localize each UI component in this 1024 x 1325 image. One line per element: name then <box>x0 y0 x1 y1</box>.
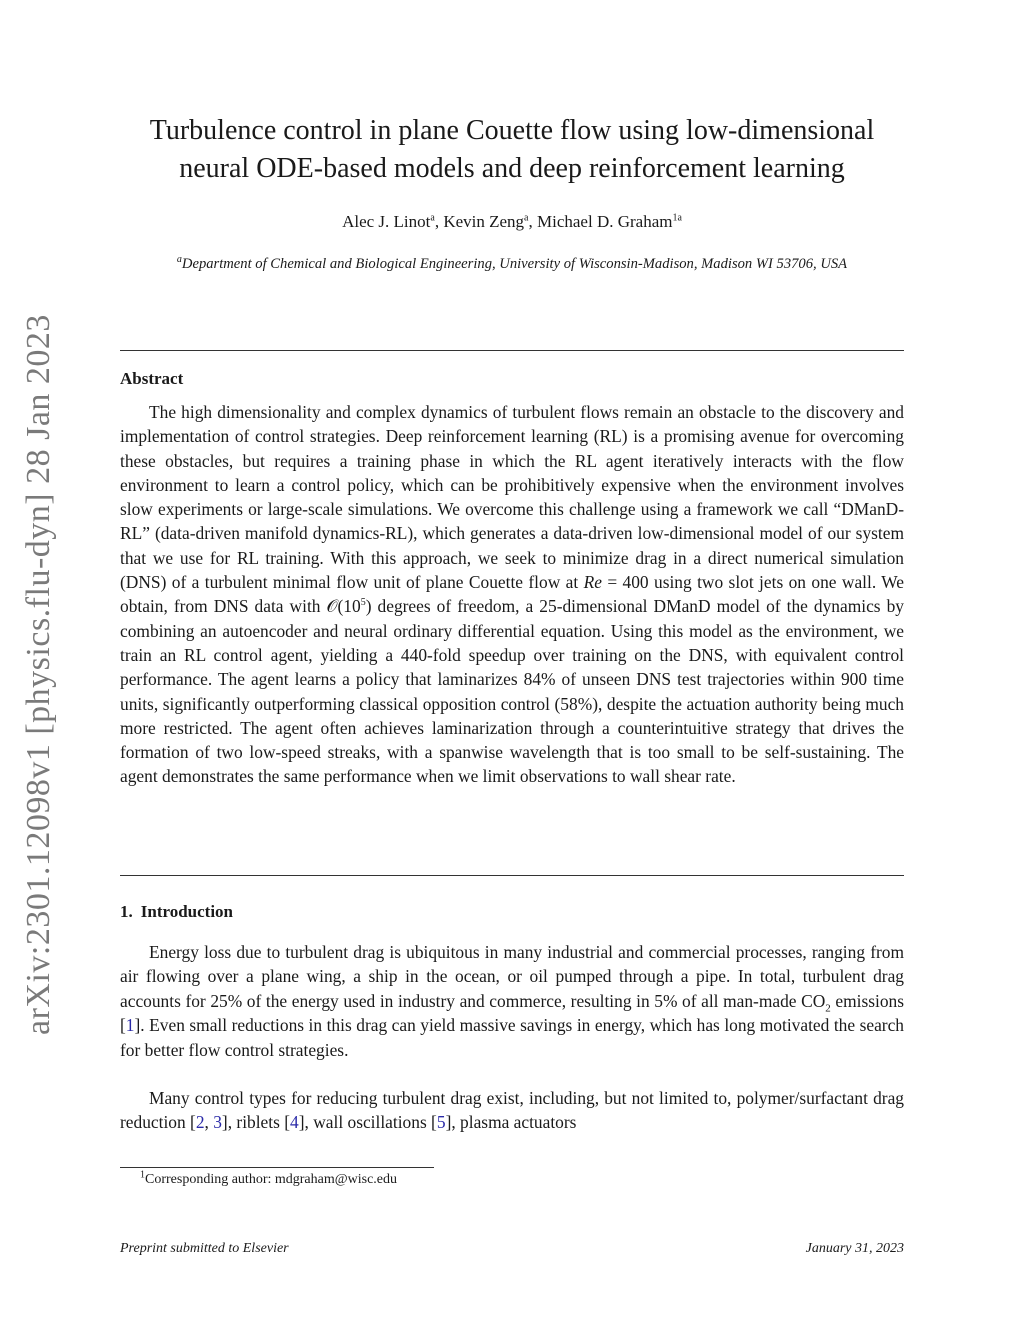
citation-link[interactable]: 2 <box>195 1112 205 1133</box>
title-line-1: Turbulence control in plane Couette flow using low-dimensional <box>149 115 875 146</box>
abstract-bottom-rule <box>120 875 904 876</box>
intro-paragraph-2 <box>120 1086 904 1135</box>
affiliation-text: Department of Chemical and Biological Engineering, University of Wisconsin-Madison, Madison WI 53706, USA <box>181 256 848 272</box>
order-close: ) <box>365 596 372 617</box>
affiliation-mark: a <box>176 254 182 266</box>
intro-p1-text-b: emissions [ <box>120 990 904 1036</box>
footnote-text: Corresponding author: mdgraham@wisc.edu <box>145 1172 398 1187</box>
abstract-part-2: using two slot jets on one wall. We obtain, from DNS data with <box>120 572 904 617</box>
footer-date: January 31, 2023 <box>805 1241 904 1256</box>
author-name: Michael D. Graham <box>537 212 673 231</box>
intro-p2-text-d: ], plasma actuators <box>445 1112 577 1133</box>
reynolds-symbol: Re <box>583 572 602 593</box>
intro-p2-text-c: ], wall oscillations [ <box>298 1112 437 1133</box>
author-name: Kevin Zeng <box>443 212 525 231</box>
author-separator: , <box>528 212 537 231</box>
citation-link[interactable]: 1 <box>125 1015 135 1036</box>
paper-title <box>120 112 904 188</box>
abstract-part-1: The high dimensionality and complex dynamics of turbulent flows remain an obstacle to the discovery and implementation of control strategies. Deep reinforcement learning (RL) is a promising avenue for overcoming these obstacles, but requires a training phase in which the RL agent iteratively interacts with the flow environment to learn a control policy, which can be prohibitively expensive when the environment involves slow experiments or large-scale simulations. We overcome this challenge using a framework we call “DManD-RL” (data-driven manifold dynamics-RL), which generates a data-driven low-dimensional model of our system that we use for RL training. With this approach, we seek to minimize drag in a direct numerical simulation (DNS) of a turbulent minimal flow unit of plane Couette flow at <box>120 402 904 593</box>
co2-subscript: 2 <box>825 1002 831 1015</box>
intro-p1-text-c: ]. Even small reductions in this drag can yield massive savings in energy, which has long motivated the search for better flow control strategies. <box>120 1015 904 1060</box>
order-symbol: 𝒪 <box>326 596 338 617</box>
arxiv-side-label: arXiv:2301.12098v1 [physics.flu-dyn] 28 Jan 2023 <box>20 314 57 1035</box>
intro-p1-text-a: Energy loss due to turbulent drag is ubiquitous in many industrial and commercial processes, ranging from air flowing over a plane wing, a ship in the ocean, or oil pumped through a pipe. In total, turbulent drag accounts for 25% of the energy used in industry and commerce, resulting in 5% of all man-made CO <box>120 942 904 1011</box>
order-exponent: 5 <box>360 597 366 609</box>
abstract-heading: Abstract <box>120 369 184 388</box>
author-affiliation-mark: a <box>524 212 529 224</box>
order-base: (10 <box>337 596 361 617</box>
reynolds-value: = 400 <box>601 572 649 593</box>
footnote-mark: 1 <box>140 1169 145 1181</box>
abstract-text <box>120 400 904 789</box>
author-name: Alec J. Linot <box>342 212 431 231</box>
author-list <box>120 212 904 232</box>
citation-link[interactable]: 5 <box>436 1112 446 1133</box>
title-line-2: neural ODE-based models and deep reinforcement learning <box>179 153 845 184</box>
affiliation <box>130 254 894 274</box>
intro-p2-text-a: Many control types for reducing turbulent drag exist, including, but not limited to, polymer/surfactant drag reduction [ <box>120 1088 904 1133</box>
author-separator: , <box>434 212 444 231</box>
intro-p2-text-b: ], riblets [ <box>221 1112 291 1133</box>
section-title: Introduction <box>140 902 234 921</box>
abstract-top-rule <box>120 350 904 351</box>
citation-separator: , <box>204 1112 214 1133</box>
footer-preprint-note: Preprint submitted to Elsevier <box>120 1241 289 1256</box>
section-heading-introduction <box>120 902 233 922</box>
section-number: 1. <box>120 902 133 921</box>
citation-link[interactable]: 4 <box>290 1112 299 1133</box>
author-affiliation-mark: a <box>430 212 435 224</box>
intro-paragraph-1 <box>120 940 904 1062</box>
abstract-part-3: degrees of freedom, a 25-dimensional DManD model of the dynamics by combining an autoencoder and neural ordinary differential equation. Using this model as the environment, we train an RL control agent, yielding a 440-fold speedup over training on the DNS, with equivalent control performance. The agent learns a policy that laminarizes 84% of unseen DNS test trajectories within 900 time units, significantly outperforming classical opposition control (58%), despite the actuation authority being much more restricted. The agent often achieves laminarization through a counterintuitive strategy that drives the formation of two low-speed streaks, with a spanwise wavelength that is too small to be self-sustaining. The agent demonstrates the same performance when we limit observations to wall shear rate. <box>120 596 905 787</box>
author-affiliation-mark: 1a <box>672 212 682 224</box>
footnote-rule <box>120 1167 434 1168</box>
footnote <box>140 1169 398 1188</box>
citation-link[interactable]: 3 <box>213 1112 222 1133</box>
